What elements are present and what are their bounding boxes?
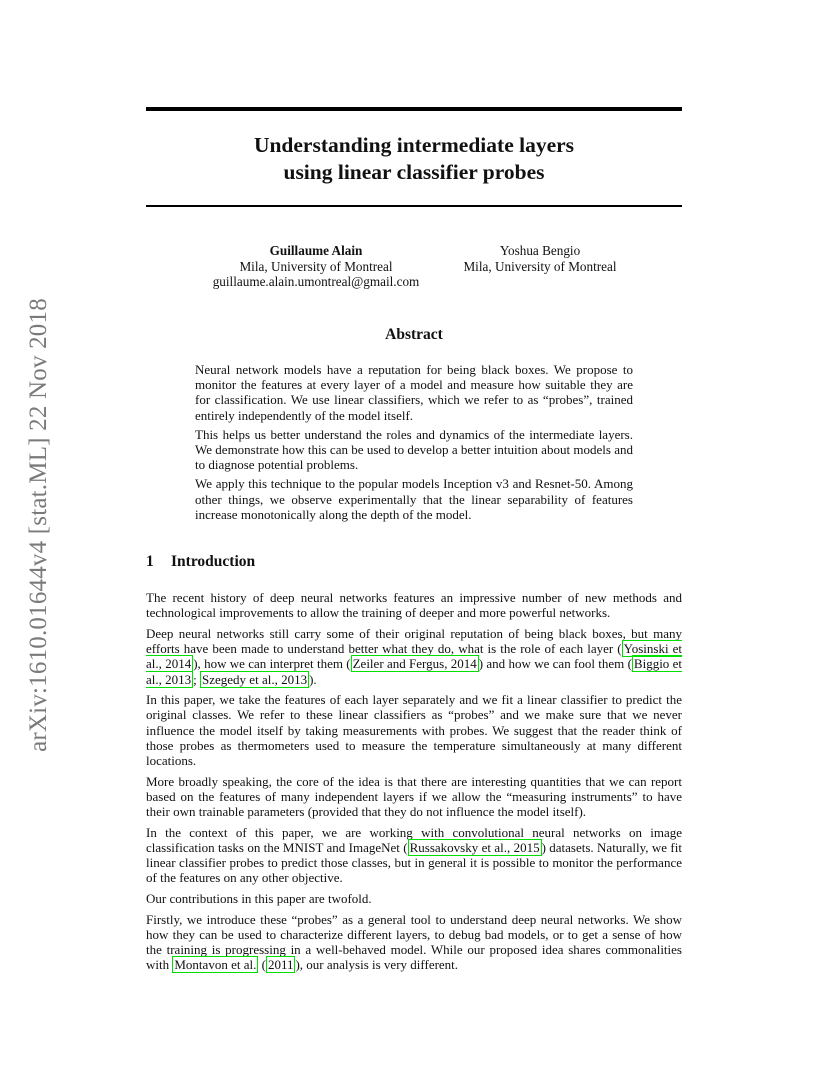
abstract-body (195, 362, 633, 526)
abstract-paragraph: Neural network models have a reputation for being black boxes. We propose to monitor the features at every layer of a model and measure how suitable they are for classification. We use linear classifiers, which we refer to as “probes”, trained entirely independently of the model itself. (195, 362, 633, 423)
body-paragraph: Our contributions in this paper are twofold. (146, 891, 372, 907)
author-block-1 (196, 243, 436, 290)
section-heading (146, 553, 255, 571)
body-paragraph: In this paper, we take the features of each layer separately and we fit a linear classifier to predict the original classes. We refer to these linear classifiers as “probes” and we make sure that we never influence the model itself by taking measurements with probes. We suggest that the reader think of those probes as thermometers used to measure the temperature simultaneously at many different locations. (146, 692, 682, 769)
arxiv-sidebar (20, 278, 58, 772)
text-run: ), how we can interpret them ( (193, 656, 351, 672)
section-number: 1 (146, 553, 154, 570)
title-line-1: Understanding intermediate layers (253, 133, 575, 157)
text-run: ; (193, 671, 201, 687)
body-paragraph: More broadly speaking, the core of the idea is that there are interesting quantities that we can report based on the features of many independent layers if we allow the “measuring instruments” to have their own trainable parameters (provided that they do not influence the model itself). (146, 773, 682, 820)
author-affiliation: Mila, University of Montreal (239, 258, 393, 274)
text-run: Deep neural networks still carry some of their original reputation of being black boxes, but many efforts have been made to understand better what they do, what is the role of each layer ( (146, 625, 682, 657)
citation-link[interactable]: Zeiler and Fergus, 2014 (352, 656, 477, 672)
citation-link[interactable]: Biggio et al., 2013 (146, 656, 682, 687)
section-title: Introduction (171, 553, 256, 570)
abstract-heading: Abstract (385, 326, 443, 343)
author-name: Guillaume Alain (269, 243, 363, 258)
text-run: ) and how we can fool them ( (478, 656, 632, 672)
text-run: In the context of this paper, we are working with convolutional neural networks on image classification tasks on the MNIST and ImageNet ( (146, 824, 682, 856)
body-paragraph (146, 912, 682, 973)
author-email: guillaume.alain.umontreal@gmail.com (212, 274, 420, 289)
abstract-paragraph: We apply this technique to the popular models Inception v3 and Resnet-50. Among other things, we observe experimentally that the linear separability of features increase monotonically along the depth of the model. (195, 476, 633, 522)
author-affiliation: Mila, University of Montreal (463, 258, 617, 274)
text-run: ), our analysis is very different. (295, 957, 459, 973)
author-block-2 (440, 243, 640, 274)
text-run: ) datasets. Naturally, we fit linear classifier probes to predict those classes, but in general it is possible to monitor the performance of the features on any other objective. (146, 840, 682, 886)
title-top-rule (146, 107, 682, 111)
text-run: ). (309, 671, 317, 687)
body-paragraph (146, 825, 682, 886)
citation-link[interactable]: Montavon et al. (174, 957, 257, 973)
title-bottom-rule (146, 205, 682, 207)
author-name: Yoshua Bengio (499, 243, 581, 258)
body-paragraph (146, 626, 682, 687)
paper-title (146, 132, 682, 186)
arxiv-identifier: arXiv:1610.01644v4 [stat.ML] 22 Nov 2018 (25, 298, 52, 752)
title-line-2: using linear classifier probes (283, 160, 545, 184)
citation-link[interactable]: Szegedy et al., 2013 (202, 671, 308, 687)
citation-link[interactable]: Yosinski et al., 2014 (146, 641, 682, 672)
abstract-paragraph: This helps us better understand the roles and dynamics of the intermediate layers. We demonstrate how this can be used to develop a better intuition about models and to diagnose potential problems. (195, 426, 633, 473)
text-run: ( (258, 957, 266, 973)
text-run: Firstly, we introduce these “probes” as a general tool to understand deep neural networks. We show how they can be used to characterize different layers, to debug bad models, or to get a sense of how the training is progressing in a well-behaved model. While our proposed idea shares commonalities with (146, 911, 682, 973)
body-paragraph: The recent history of deep neural networks features an impressive number of new methods and technological improvements to allow the training of deeper and more powerful networks. (146, 590, 682, 621)
citation-link[interactable]: 2011 (267, 957, 294, 973)
body-text (146, 590, 682, 978)
citation-link[interactable]: Russakovsky et al., 2015 (409, 840, 540, 856)
